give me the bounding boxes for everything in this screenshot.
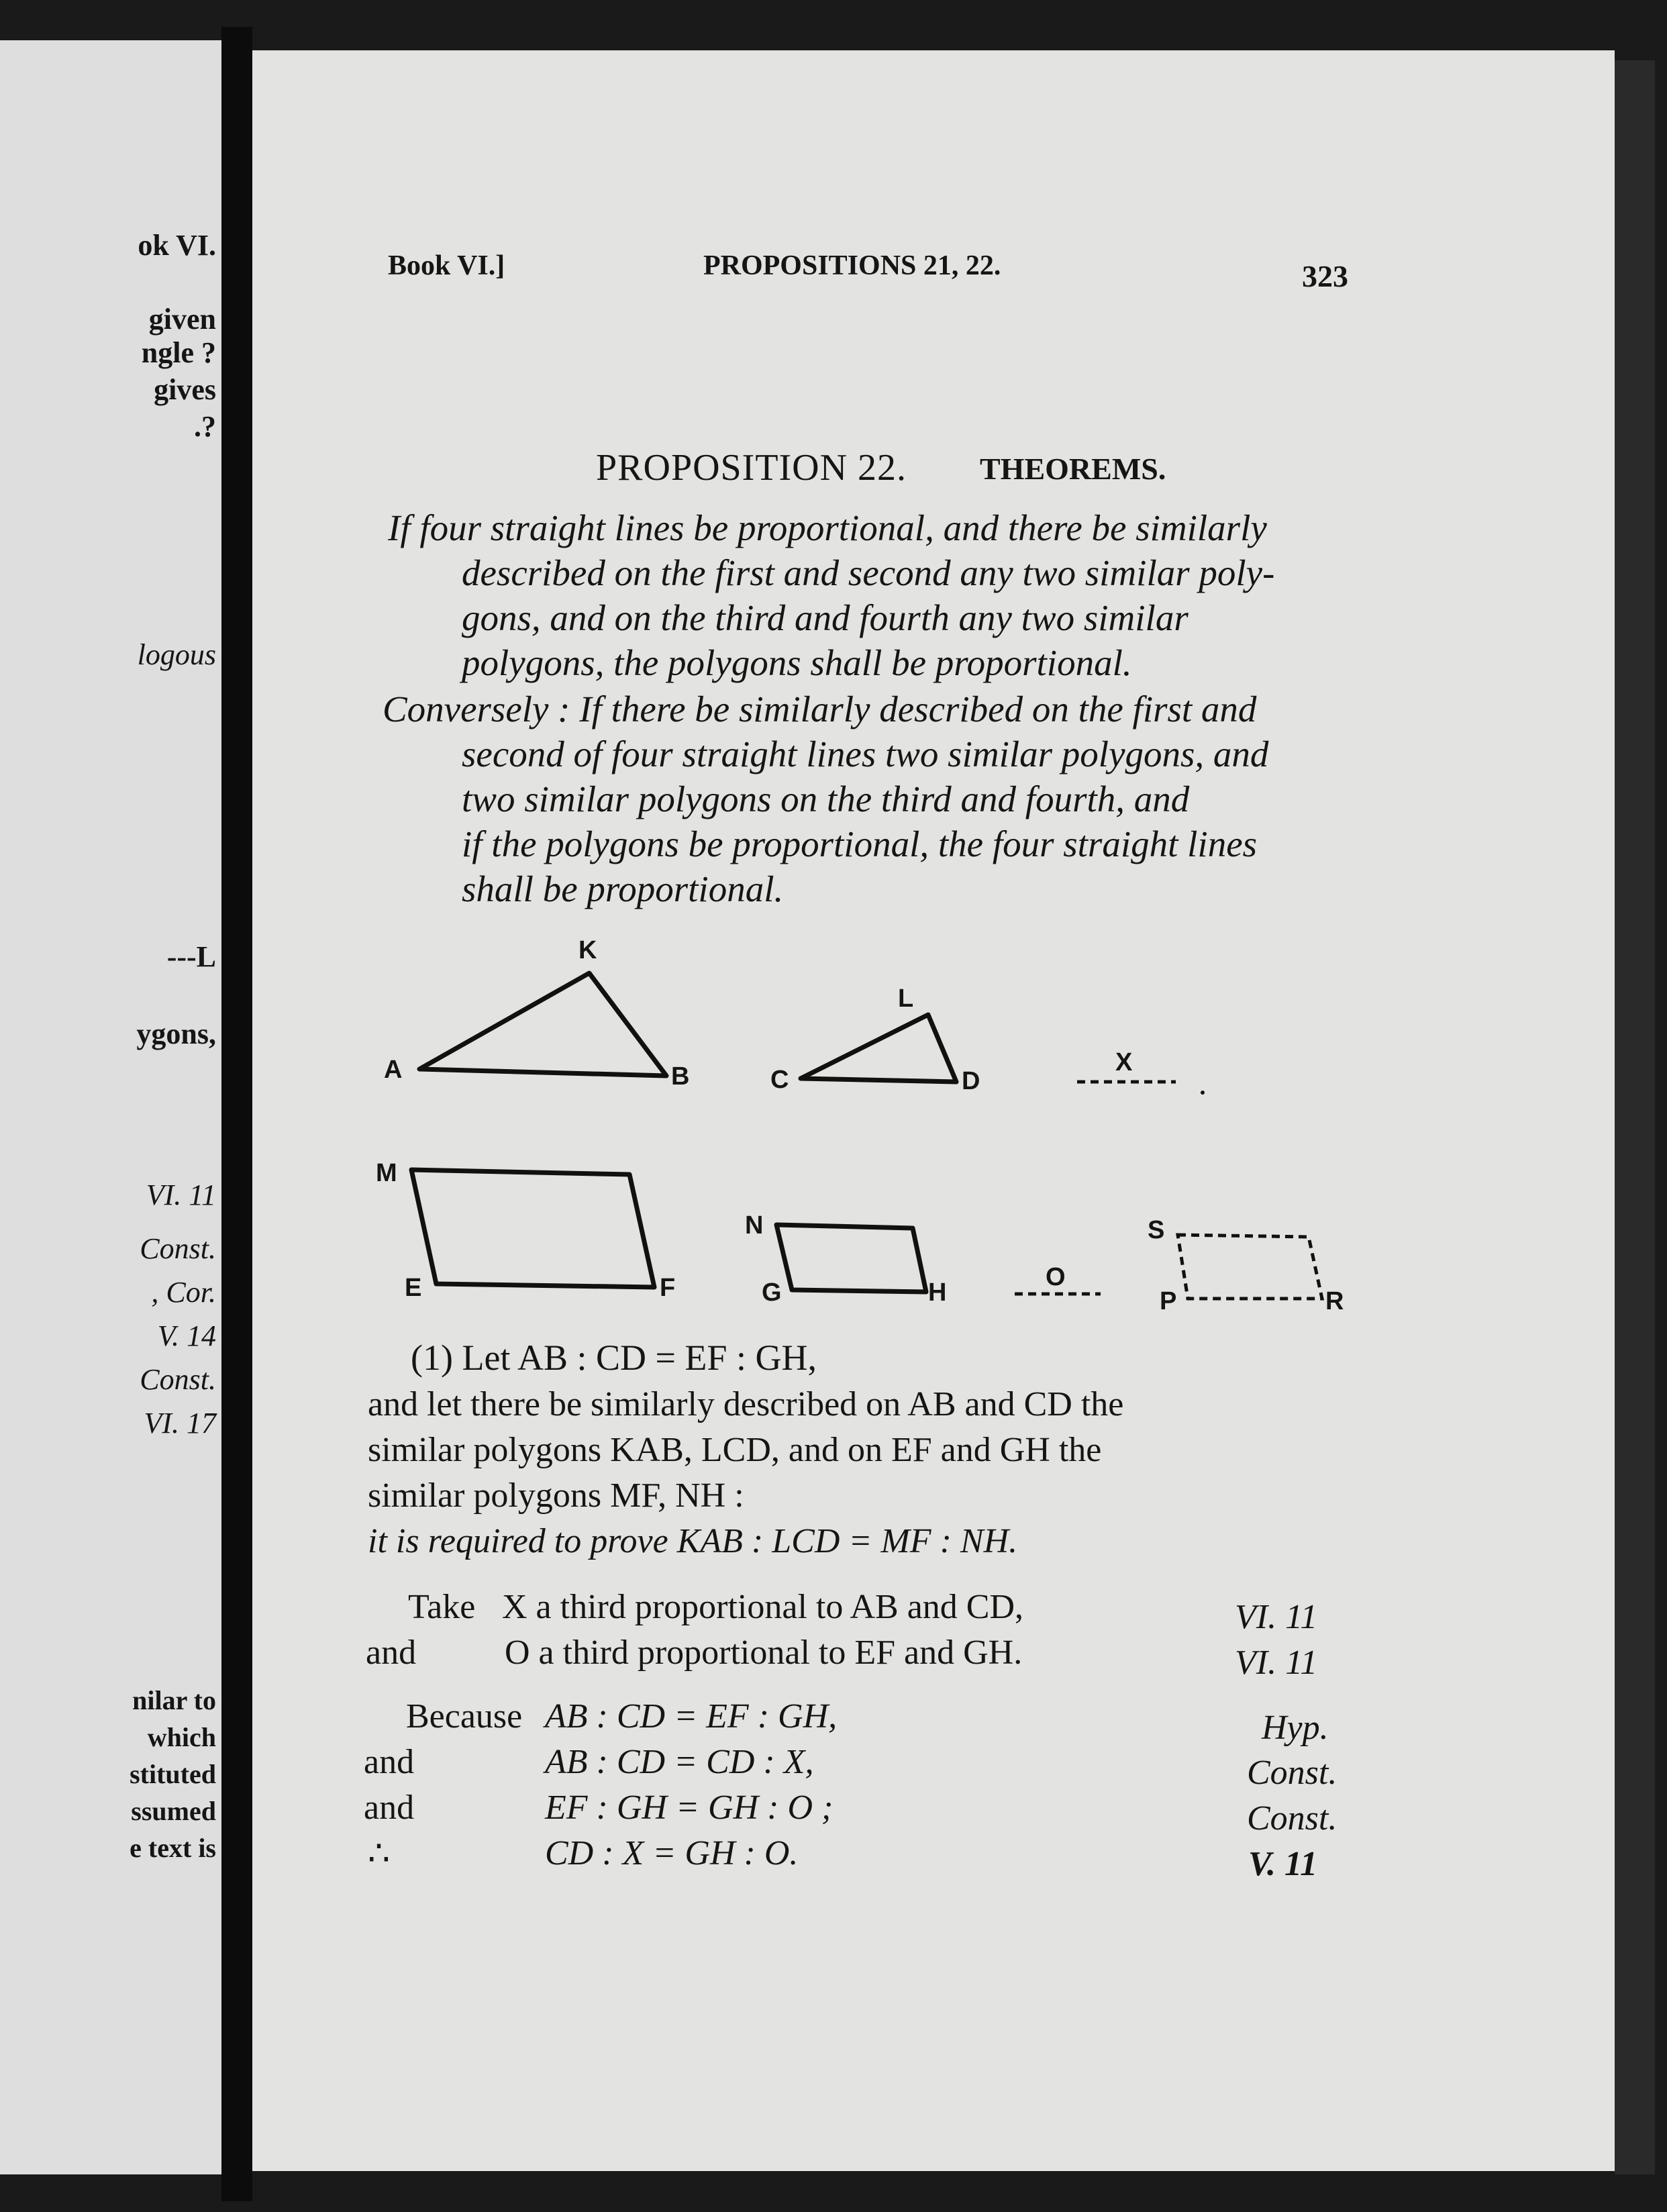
page-number: 323 xyxy=(1302,259,1348,293)
facing-page-line: ssumed xyxy=(131,1796,216,1826)
step-lead: and xyxy=(366,1633,417,1672)
label-m: M xyxy=(376,1159,397,1187)
statement-line: shall be proportional. xyxy=(462,868,784,909)
proof-line: it is required to prove KAB : LCD = MF : NH. xyxy=(368,1522,1018,1560)
facing-page-line: V. 14 xyxy=(157,1319,216,1352)
parallelogram-nh xyxy=(776,1225,926,1292)
step-text: AB : CD = CD : X, xyxy=(545,1743,814,1781)
label-n: N xyxy=(745,1211,764,1240)
triangle-kab xyxy=(419,973,666,1076)
step-ref: Const. xyxy=(1247,1754,1337,1792)
statement-line: Conversely : If there be similarly described on the first and xyxy=(383,689,1257,730)
step-ref: V. 11 xyxy=(1248,1845,1318,1883)
label-h: H xyxy=(928,1278,947,1307)
facing-page-line: ngle ? xyxy=(141,336,216,369)
statement-line: second of four straight lines two similar polygons, and xyxy=(462,734,1269,774)
step-ref: Hyp. xyxy=(1262,1709,1329,1747)
proposition-title: PROPOSITION 22. xyxy=(596,447,907,489)
facing-page-line: ygons, xyxy=(136,1017,216,1050)
statement-line: two similar polygons on the third and fourth, and xyxy=(462,778,1190,819)
facing-page-line: Const. xyxy=(140,1232,216,1265)
facing-page-line: , Cor. xyxy=(151,1276,216,1309)
statement-line: If four straight lines be proportional, and there be similarly xyxy=(388,507,1267,548)
facing-page-line: stituted xyxy=(130,1759,216,1789)
step-ref: VI. 11 xyxy=(1235,1644,1318,1682)
facing-page-line: e text is xyxy=(130,1833,216,1863)
step-text: EF : GH = GH : O ; xyxy=(545,1789,834,1827)
facing-page-line: given xyxy=(148,303,216,336)
step-ref: VI. 11 xyxy=(1235,1598,1318,1636)
step-text: O a third proportional to EF and GH. xyxy=(505,1633,1023,1672)
triangle-lcd xyxy=(801,1015,956,1082)
label-k: K xyxy=(578,936,597,964)
proposition-kind: THEOREMS. xyxy=(980,452,1166,486)
label-a: A xyxy=(384,1056,403,1084)
facing-page-line: ---L xyxy=(166,940,216,973)
label-g: G xyxy=(762,1278,782,1307)
proof-line: and let there be similarly described on AB and CD the xyxy=(368,1385,1124,1423)
step-lead: Because xyxy=(406,1697,523,1736)
proof-line: similar polygons KAB, LCD, and on EF and GH the xyxy=(368,1431,1102,1469)
step-lead: and xyxy=(364,1743,415,1781)
statement-line: described on the first and second any two similar poly- xyxy=(462,552,1275,593)
facing-page-line: .? xyxy=(194,410,216,443)
statement-line: gons, and on the third and fourth any two similar xyxy=(462,597,1189,638)
facing-page-line: VI. 17 xyxy=(144,1407,216,1440)
parallelogram-mf xyxy=(411,1170,654,1287)
label-o: O xyxy=(1046,1263,1066,1291)
facing-page-line: nilar to xyxy=(132,1685,216,1715)
facing-page-line: which xyxy=(147,1722,216,1752)
label-r: R xyxy=(1325,1287,1344,1315)
therefore-symbol: ∴ xyxy=(368,1835,391,1873)
step-ref: Const. xyxy=(1247,1799,1337,1838)
step-text: X a third proportional to AB and CD, xyxy=(502,1588,1024,1626)
label-x: X xyxy=(1115,1048,1133,1076)
label-d: D xyxy=(962,1067,980,1095)
step-text: AB : CD = EF : GH, xyxy=(545,1697,838,1736)
step-lead: Take xyxy=(408,1588,476,1626)
label-e: E xyxy=(405,1274,422,1302)
parallelogram-sr xyxy=(1178,1235,1322,1299)
proof-line: (1) Let AB : CD = EF : GH, xyxy=(411,1338,817,1378)
facing-page-line: logous xyxy=(137,638,216,671)
step-text: CD : X = GH : O. xyxy=(545,1834,799,1872)
label-l: L xyxy=(898,985,914,1013)
statement-line: if the polygons be proportional, the four straight lines xyxy=(462,823,1258,864)
facing-page-line: ok VI. xyxy=(138,229,216,262)
label-c: C xyxy=(770,1066,789,1094)
label-s: S xyxy=(1148,1216,1165,1244)
label-f: F xyxy=(660,1274,676,1302)
step-lead: and xyxy=(364,1789,415,1827)
label-p: P xyxy=(1160,1287,1177,1315)
statement-line: polygons, the polygons shall be proportional. xyxy=(462,642,1132,683)
facing-page-line: Const. xyxy=(140,1363,216,1396)
facing-page-line: gives xyxy=(154,373,216,406)
proof-line: similar polygons MF, NH : xyxy=(368,1476,744,1515)
running-head-title: PROPOSITIONS 21, 22. xyxy=(703,250,1001,281)
label-b: B xyxy=(671,1062,690,1091)
running-head-book: Book VI.] xyxy=(388,250,505,281)
facing-page-line: VI. 11 xyxy=(146,1178,216,1211)
